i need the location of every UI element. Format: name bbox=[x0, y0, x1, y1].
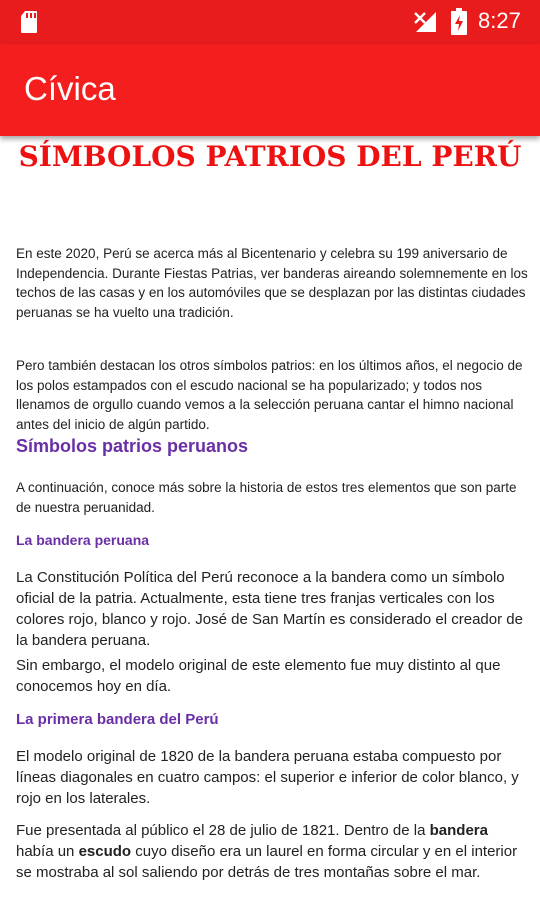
section-intro: A continuación, conoce más sobre la historia de estos tres elementos que son parte de nuestra peruanidad. bbox=[16, 480, 517, 515]
app-bar bbox=[0, 44, 540, 136]
status-bar bbox=[0, 0, 540, 44]
first-flag-paragraph-2 bbox=[16, 820, 528, 883]
intro-paragraph-2: Pero también destacan los otros símbolos patrios: en los últimos años, el negocio de los polos estampados con el escudo nacional se ha popularizado; y todos nos llenamos de orgullo cuando vemos a la selección peruana cantar el himno nacional antes del inicio de algún partido. bbox=[16, 358, 523, 432]
bold-term-escudo: escudo bbox=[78, 843, 132, 860]
app-title: Cívica bbox=[24, 70, 116, 107]
sd-card-icon bbox=[20, 10, 38, 34]
intro-paragraph-1: En este 2020, Perú se acerca más al Bicentenario y celebra su 199 aniversario de Independencia. Durante Fiestas Patrias, ver banderas aireando solemnemente en los techos de las casas y en los automóviles que se desplazan por las distintas ciudades peruanas se ha vuelto una tradición. bbox=[16, 246, 528, 320]
first-flag-paragraph-1: El modelo original de 1820 de la bandera peruana estaba compuesto por líneas diagonales en cuatro campos: el superior e inferior de color blanco, y rojo en los laterales. bbox=[16, 748, 519, 807]
text-segment: había un bbox=[16, 843, 79, 860]
bold-term-bandera: bandera bbox=[429, 822, 488, 839]
text-segment: Fue presentada al público el 28 de julio de 1821. Dentro de la bbox=[16, 822, 430, 839]
first-flag-heading: La primera bandera del Perú bbox=[16, 711, 219, 728]
article-content[interactable] bbox=[0, 136, 540, 900]
status-time: 8:27 bbox=[478, 8, 521, 33]
flag-heading: La bandera peruana bbox=[16, 532, 150, 548]
text-segment: cuyo diseño era un laurel en forma circular y en el interior se mostraba al sol saliendo por detrás de tres montañas sobre el mar. bbox=[16, 843, 518, 881]
flag-paragraph-2: Sin embargo, el modelo original de este elemento fue muy distinto al que conocemos hoy en día. bbox=[16, 657, 501, 695]
section-heading: Símbolos patrios peruanos bbox=[16, 436, 249, 456]
article-title: SÍMBOLOS PATRIOS DEL PERÚ bbox=[18, 140, 522, 173]
battery-charging-icon bbox=[450, 8, 468, 36]
no-signal-icon bbox=[412, 10, 438, 34]
flag-paragraph-1: La Constitución Política del Perú reconoce a la bandera como un símbolo oficial de la patria. Actualmente, esta tiene tres franjas verticales con los colores rojo, blanco y rojo. José de San Martín es considerado el creador de la bandera peruana. bbox=[16, 569, 523, 649]
